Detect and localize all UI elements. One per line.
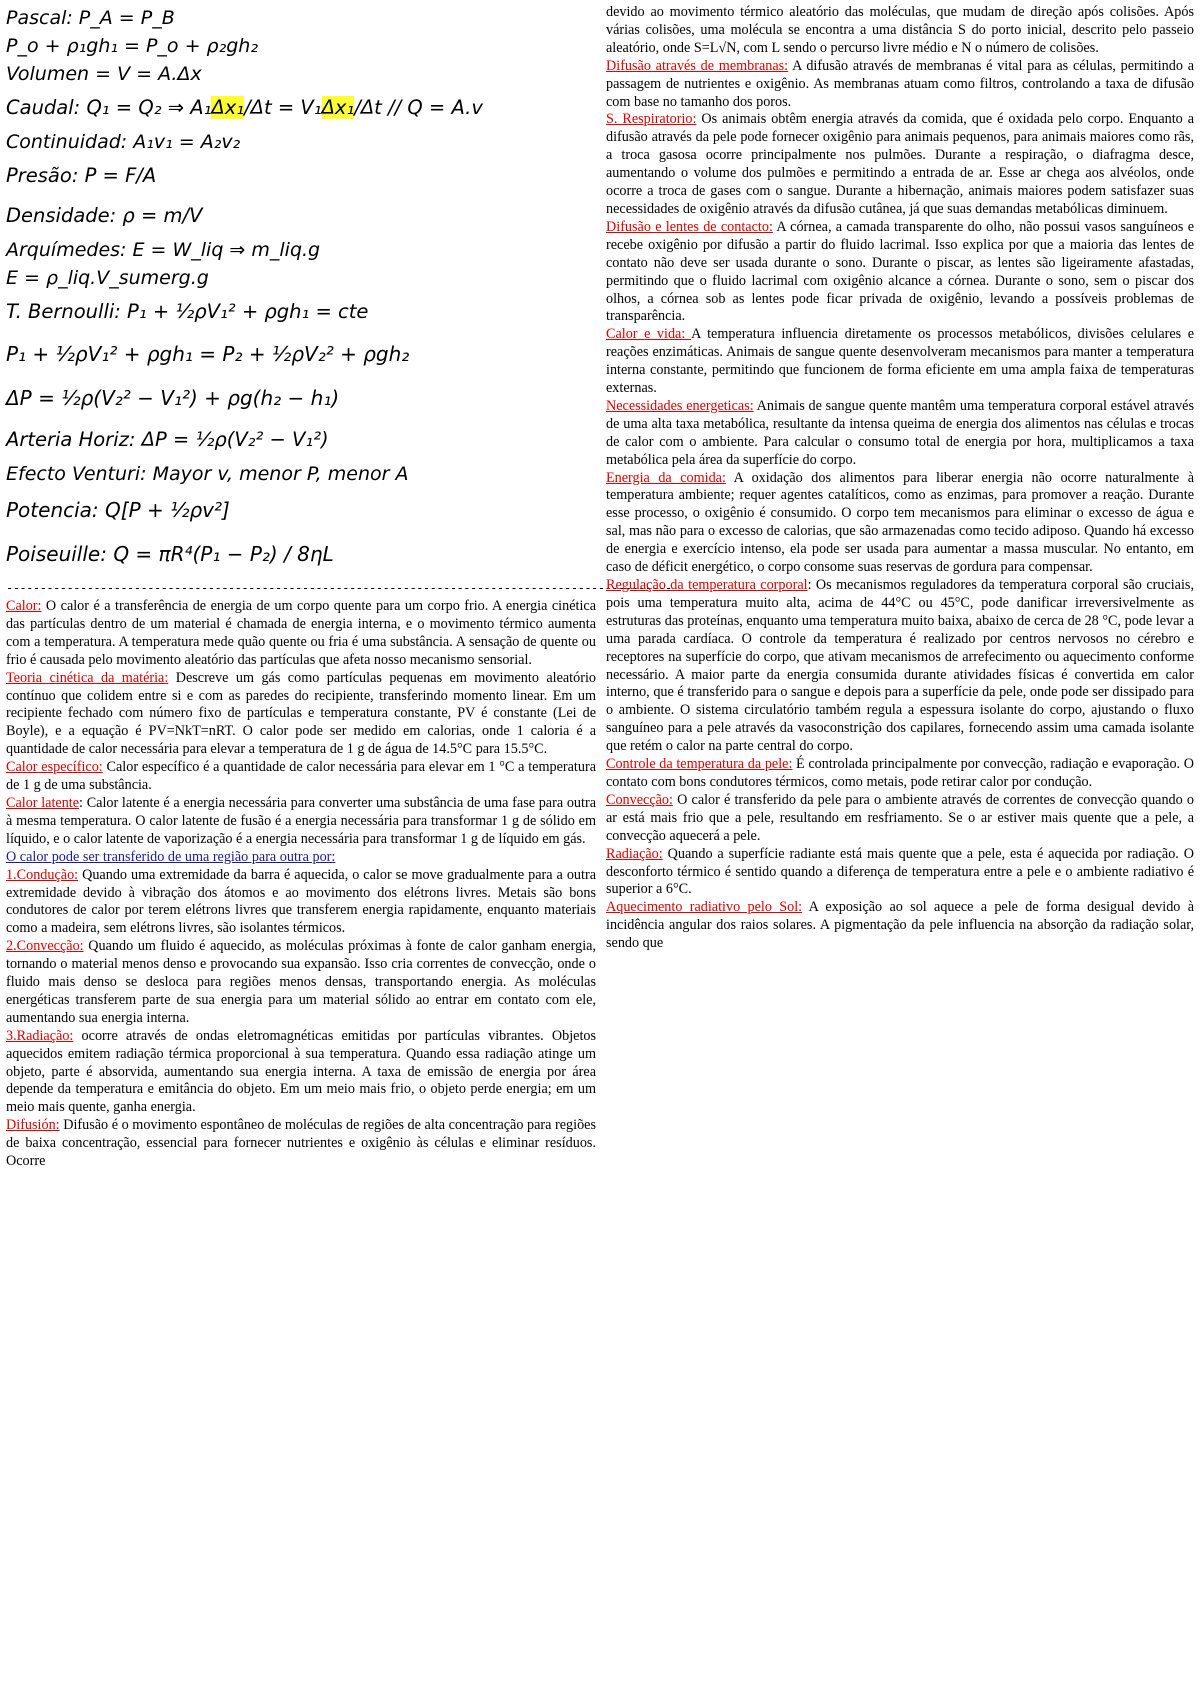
paragraph-transfer-intro [6,849,596,867]
body-controle-pele: É controlada principalmente por convecção, radiação e evaporação. O contato com bons condutores térmicos, como metais, pode retirar calor por condução. [606,756,1194,790]
heading-calor: Calor: [6,598,42,614]
body-calor: O calor é a transferência de energia de um corpo quente para um corpo frio. A energia cinética das partículas dentro de um material é chamada de energia interna, e o movimento térmico aumenta com a temperatura. A temperatura mede quão quente ou fria é uma substância. A sensação de quente ou frio é causada pelo movimento aleatório das partículas que afeta nosso mecanismo sensorial. [6,598,596,668]
body-calor-especifico: Calor específico é a quantidade de calor necessária para elevar em 1 °C a temperatura de 1 g de uma substância. [6,759,596,794]
body-difusao-membranas: A difusão através de membranas é vital para as células, permitindo a passagem de nutrientes e oxigênio. As membranas atuam como filtros, controlando a taxa de difusão com base no tamanho dos poros. [606,57,1194,110]
paragraph-energia-comida [606,470,1194,577]
body-radiacao-pele: Quando a superfície radiante está mais quente que a pele, esta é aquecida por radiação. O desconforto térmico é sentido quando a diferença de temperatura entre a pele e o ambiente radiativo é superior a 6°C. [606,845,1194,898]
heading-calor-especifico: Calor específico: [6,759,103,776]
paragraph-teoria-cinetica [6,670,596,760]
body-calor-vida: A temperatura influencia diretamente os processos metabólicos, divisões celulares e reações enzimáticas. Animais de sangue quente desenvolveram mecanismos para manter a temperatura interna constante, permitindo que funcionem de forma eficiente em uma ampla faixa de temperaturas externas. [606,326,1195,397]
heading-radiacao: 3.Radiação: [6,1027,74,1044]
paragraph-calor-latente [6,795,596,849]
heading-lentes: Difusão e lentes de contacto: [606,218,773,235]
highlight-delta-x: Δx₁ [321,96,355,119]
paragraph-calor [6,598,596,670]
body-energia-comida: A oxidação dos alimentos para liberar energia não ocorre naturalmente à temperatura ambiente; requer agentes catalíticos, como as enzimas, para promover a reação. Durante esse processo, o oxigênio é consumido. O corpo tem mecanismos para eliminar o excesso de água e sal, mas não para o excesso de calorias, que são armazenadas como tecido adiposo. Quando há excesso de energia e exercício intenso, ela pode ser usada para aumentar a massa muscular. No entanto, em caso de déficit energético, o corpo consome suas reservas de gordura para compensar. [606,469,1194,576]
heading-conveccao: 2.Convecção: [6,938,84,955]
formula-buoyancy: E = ρ_liq.V_sumerg.g [6,267,209,289]
formula-potencia: Potencia: Q[P + ½ρv²] [6,498,230,522]
heading-regulacao: Regulação da temperatura corporal [606,577,808,593]
paragraph-radiacao-pele [606,846,1194,900]
heading-aquecimento-sol: Aquecimento radiativo pelo Sol: [606,899,803,916]
heading-difusao-membranas: Difusão através de membranas: [606,57,789,74]
separator-line: --------------------------------------------------------------------------------------------------- [6,581,672,595]
heading-transfer-intro: O calor pode ser transferido de uma região para outra por: [6,848,336,865]
heading-radiacao-pele: Radiação: [606,845,663,862]
paragraph-difusao-membranas [606,58,1194,112]
highlight-delta-x: Δx₁ [211,96,245,119]
heading-conducao: 1.Condução: [6,866,79,883]
formula-bernoulli: T. Bernoulli: P₁ + ½ρV₁² + ρgh₁ = cte [6,300,369,323]
formula-pascal: Pascal: P_A = P_B [6,7,175,29]
left-text-block [6,598,596,1171]
paragraph-aquecimento-sol [606,899,1194,953]
paragraph-regulacao [606,577,1194,756]
body-conveccao-pele: O calor é transferido da pele para o ambiente através de correntes de convecção quando o ar está mais frio que a pele, resultando em resfriamento. Se o ar estiver mais quente que a pele, a convecção aquecerá a pele. [606,791,1194,844]
formula-hydrostatic: P_o + ρ₁gh₁ = P_o + ρ₂gh₂ [6,35,258,57]
formula-archimedes: Arquímedes: E = W_liq ⇒ m_liq.g [6,239,321,261]
formula-pressure: Presão: P = F/A [6,164,157,187]
paragraph-calor-especifico [6,759,596,795]
paragraph-difusion [6,1117,596,1171]
formula-poiseuille: Poiseuille: Q = πR⁴(P₁ − P₂) / 8ηL [6,542,334,566]
body-calor-latente: : Calor latente é a energia necessária para converter uma substância de uma fase para outra à mesma temperatura. O calor latente de fusão é a energia necessária para transformar 1 g de sólido em líquido, e o calor latente de vaporização é a energia necessária para transformar 1 g de líquido em gás. [6,794,596,847]
heading-necessidades: Necessidades energeticas: [606,397,754,414]
formula-venturi: Efecto Venturi: Mayor v, menor P, menor A [6,463,409,485]
paragraph-difusion-cont [606,4,1194,58]
paragraph-controle-pele [606,756,1194,792]
heading-respiratorio: S. Respiratorio: [606,111,697,128]
body-aquecimento-sol: A exposição ao sol aquece a pele de forma desigual devido à incidência angular dos raios solares. A pigmentação da pele influencia na absorção da radiação solar, sendo que [606,899,1194,952]
body-necessidades: Animais de sangue quente mantêm uma temperatura corporal estável através de uma alta taxa metabólica, resultante da intensa queima de energia dos alimentos nas células e trocas de calor com o ambiente. Para calcular o consumo total de energia por hora, multiplicamos a taxa metabólica pela área da superfície do corpo. [606,397,1194,468]
heading-calor-vida: Calor e vida: [606,326,692,343]
body-difusion-cont: devido ao movimento térmico aleatório das moléculas, que mudam de direção após colisões. Após várias colisões, uma molécula se encontra a uma distância S do porto inicial, descrito pelo passeio aleatório, onde S=L√N, com L sendo o percurso livre médio e N o número de colisões. [606,4,1194,56]
paragraph-conveccao [6,938,596,1028]
formula-delta-p: ΔP = ½ρ(V₂² − V₁²) + ρg(h₂ − h₁) [6,386,340,410]
formula-continuity: Continuidad: A₁v₁ = A₂v₂ [6,131,241,153]
heading-conveccao-pele: Convecção: [606,791,673,808]
heading-difusion: Difusión: [6,1117,60,1134]
formula-sheet [6,4,596,576]
heading-energia-comida: Energia da comida: [606,469,726,486]
formula-arteria-horiz: Arteria Horiz: ΔP = ½ρ(V₂² − V₁²) [6,428,329,451]
body-teoria-cinetica: Descreve um gás como partículas pequenas em movimento aleatório contínuo que colidem entre si e com as paredes do recipiente, transferindo momento linear. Em um recipiente fechado com número fixo de partículas e temperatura constante, PV é constante (Lei de Boyle), e a equação é PV=NkT=nRT. O calor pode ser medido em calorias, onde 1 caloria é a quantidade de calor necessária para elevar a temperatura de 1 g de água de 14.5°C para 15.5°C. [6,669,596,758]
paragraph-lentes [606,219,1194,326]
paragraph-conducao [6,867,596,939]
body-difusion: Difusão é o movimento espontâneo de moléculas de regiões de alta concentração para regiões de baixa concentração, essencial para fornecer nutrientes e oxigênio às células e eliminar resíduos. Ocorre [6,1117,596,1170]
paragraph-respiratorio [606,111,1194,218]
body-radiacao: ocorre através de ondas eletromagnéticas emitidas por partículas vibrantes. Objetos aquecidos emitem radiação térmica proporcional à sua temperatura. Quando essa radiação atinge um objeto, parte é absorvida, aumentando sua energia interna. A taxa de emissão de energia por área depende da temperatura e emitância do objeto. Em um meio mais frio, o objeto perde energia; em um meio mais quente, ganha energia. [6,1027,596,1116]
paragraph-necessidades [606,398,1194,470]
right-column [606,4,1194,953]
body-regulacao: : Os mecanismos reguladores da temperatura corporal são cruciais, pois uma temperatura muito alta, acima de 44°C ou 45°C, pode danificar irreversivelmente as estruturas das proteínas, enquanto uma temperatura muito baixa, abaixo de cerca de 28 °C, pode levar a uma parada cardíaca. O controle da temperatura é realizado por centros nervosos no cérebro e receptores na superfície do corpo, que ativam mecanismos de arrefecimento ou aquecimento conforme necessário. A maior parte da energia consumida durante atividades físicas é convertida em calor interno, que é transferido para o sangue e depois para a superfície da pele, onde pode ser dissipado para o ambiente. O sistema circulatório também regula a espessura isolante do corpo, ajustando o fluxo sanguíneo para a pele através da vasoconstrição dos capilares, fornecendo assim uma camada isolante que retém o calor na parte central do corpo. [606,577,1194,755]
heading-controle-pele: Controle da temperatura da pele: [606,756,793,773]
paragraph-conveccao-pele [606,792,1194,846]
body-respiratorio: Os animais obtêm energia através da comida, que é oxidada pelo corpo. Enquanto a difusão através da pele pode fornecer oxigênio para animais pequenos, para animais maiores como rãs, a troca gasosa ocorre principalmente nos pulmões. Durante a respiração, o diafragma desce, aumentando o volume dos pulmões e permitindo a entrada de ar. Esse ar chega aos alvéolos, onde ocorre a troca de gases com o sangue. Durante a hibernação, animais maiores podem satisfazer suas necessidades de oxigênio através da difusão cutânea, já que suas demandas metabólicas diminuem. [606,111,1195,217]
body-lentes: A córnea, a camada transparente do olho, não possui vasos sanguíneos e recebe oxigênio por difusão a partir do fluido lacrimal. Isso explica por que a maioria das lentes de contato não deve ser usada durante o sono. Durante o piscar, as lentes são ligeiramente afastadas, permitindo que o fluido lacrimal com oxigênio alcance a córnea. Durante o sono, sem o piscar dos olhos, a córnea sob as lentes pode ficar privada de oxigênio, levando a possíveis problemas de transparência. [606,218,1194,325]
body-conveccao: Quando um fluido é aquecido, as moléculas próximas à fonte de calor ganham energia, tornando o material menos denso e provocando sua expansão. Isso cria correntes de convecção, onde o fluido mais denso se desloca para regiões menos densas, transportando energia. As moléculas energéticas transferem parte de sua energia para um material sólido ao entrar em contato com ele, aumentando sua energia interna. [6,938,596,1026]
heading-teoria-cinetica: Teoria cinética da matéria: [6,669,169,686]
formula-bernoulli-expanded: P₁ + ½ρV₁² + ρgh₁ = P₂ + ½ρV₂² + ρgh₂ [6,342,410,366]
formula-density: Densidade: ρ = m/V [6,204,203,227]
heading-calor-latente: Calor latente [6,794,80,811]
body-conducao: Quando uma extremidade da barra é aquecida, o calor se move gradualmente para a outra extremidade devido à vibração dos átomos e ao movimento dos elétrons livres. Metais são bons condutores de calor por terem elétrons livres que transferem energia rapidamente, enquanto materiais como a madeira, sem elétrons livres, são isolantes térmicos. [6,866,596,937]
paragraph-calor-vida [606,326,1194,398]
paragraph-radiacao [6,1028,596,1118]
formula-caudal: Caudal: Q₁ = Q₂ ⇒ A₁Δx₁/Δt = V₁Δx₁/Δt // Q = A.v [6,96,483,119]
formula-volume: Volumen = V = A.Δx [6,63,202,85]
